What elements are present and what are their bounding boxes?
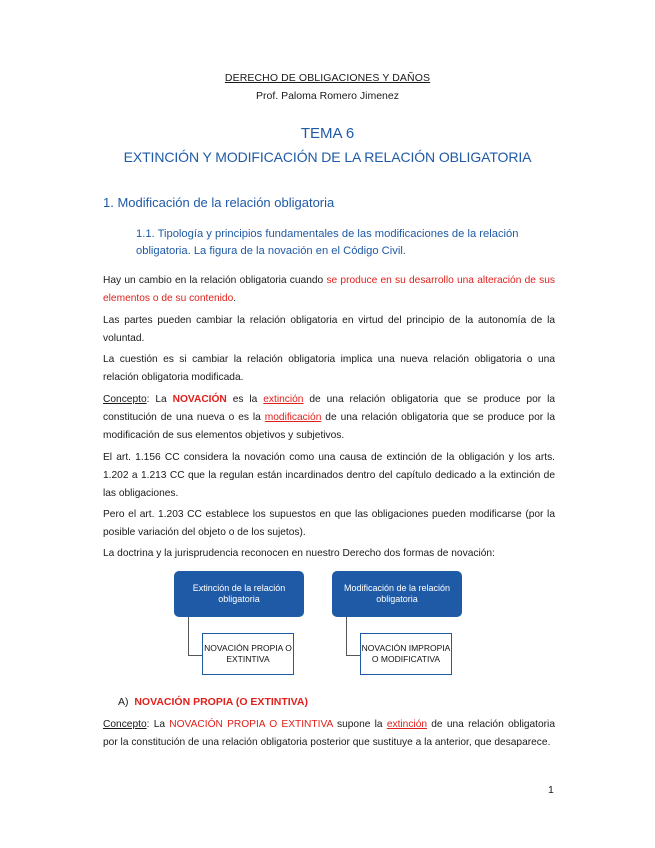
- diagram-box-impropia: NOVACIÓN IMPROPIA O MODIFICATIVA: [360, 633, 452, 675]
- concept-label: Concepto: [103, 394, 147, 405]
- section-heading: 1. Modificación de la relación obligatoria: [103, 195, 335, 210]
- paragraph-2: Las partes pueden cambiar la relación obligatoria en virtud del principio de la autonomía de la voluntad.: [103, 315, 555, 344]
- modificacion-term: modificación: [264, 412, 322, 423]
- novation-diagram: [174, 571, 480, 686]
- section-a-marker: A): [118, 696, 129, 708]
- section-a-heading: [118, 696, 308, 708]
- page-number: 1: [548, 784, 554, 796]
- course-title: DERECHO DE OBLIGACIONES Y DAÑOS: [224, 72, 431, 84]
- paragraph-concept: Concepto: La NOVACIÓN es la extinción de una relación obligatoria que se produce por la constitución de una nueva o es la modificación de una relación obligatoria que se produce por la modificación de sus elementos objetivos y subjetivos.: [103, 394, 555, 441]
- topic-title: EXTINCIÓN Y MODIFICACIÓN DE LA RELACIÓN OBLIGATORIA: [123, 149, 532, 165]
- paragraph-section-a: Concepto: La NOVACIÓN PROPIA O EXTINTIVA supone la extinción de una relación obligatoria por la constitución de una relación obligatoria posterior que sustituye a la anterior, que desaparece.: [103, 719, 555, 748]
- diagram-connector: [346, 617, 361, 656]
- paragraph-5: El art. 1.156 CC considera la novación como una causa de extinción de la obligación y los arts. 1.202 a 1.213 CC que la regulan están incardinados dentro del capítulo dedicado a la extinción de las obligaciones.: [103, 452, 555, 499]
- highlight-text: se produce en su desarrollo una alteración de sus elementos o de su contenido: [103, 275, 555, 304]
- diagram-box-modificacion: Modificación de la relación obligatoria: [332, 571, 462, 617]
- novacion-term: NOVACIÓN: [172, 394, 227, 405]
- diagram-box-propia: NOVACIÓN PROPIA O EXTINTIVA: [202, 633, 294, 675]
- professor-name: Prof. Paloma Romero Jimenez: [256, 90, 399, 102]
- concept-label: Concepto: [103, 719, 147, 730]
- novacion-propia-term: NOVACIÓN PROPIA O EXTINTIVA: [169, 719, 333, 730]
- paragraph-6: Pero el art. 1.203 CC establece los supuestos en que las obligaciones pueden modificarse (por la posible variación del objeto o de los sujetos).: [103, 509, 555, 538]
- extincion-term: extinción: [386, 719, 428, 730]
- diagram-connector: [188, 617, 203, 656]
- subsection-heading: 1.1. Tipología y principios fundamentales de las modificaciones de la relación obligatoria. La figura de la novación en el Código Civil.: [136, 228, 519, 257]
- paragraph-7: La doctrina y la jurisprudencia reconocen en nuestro Derecho dos formas de novación:: [103, 548, 495, 559]
- paragraph-3: La cuestión es si cambiar la relación obligatoria implica una nueva relación obligatoria o una relación obligatoria modificada.: [103, 354, 555, 383]
- topic-number: TEMA 6: [300, 125, 355, 142]
- section-a-title: NOVACIÓN PROPIA (O EXTINTIVA): [134, 696, 308, 708]
- extincion-term: extinción: [263, 394, 304, 405]
- diagram-box-extincion: Extinción de la relación obligatoria: [174, 571, 304, 617]
- paragraph-1: Hay un cambio en la relación obligatoria cuando se produce en su desarrollo una alteración de sus elementos o de su contenido.: [103, 275, 555, 304]
